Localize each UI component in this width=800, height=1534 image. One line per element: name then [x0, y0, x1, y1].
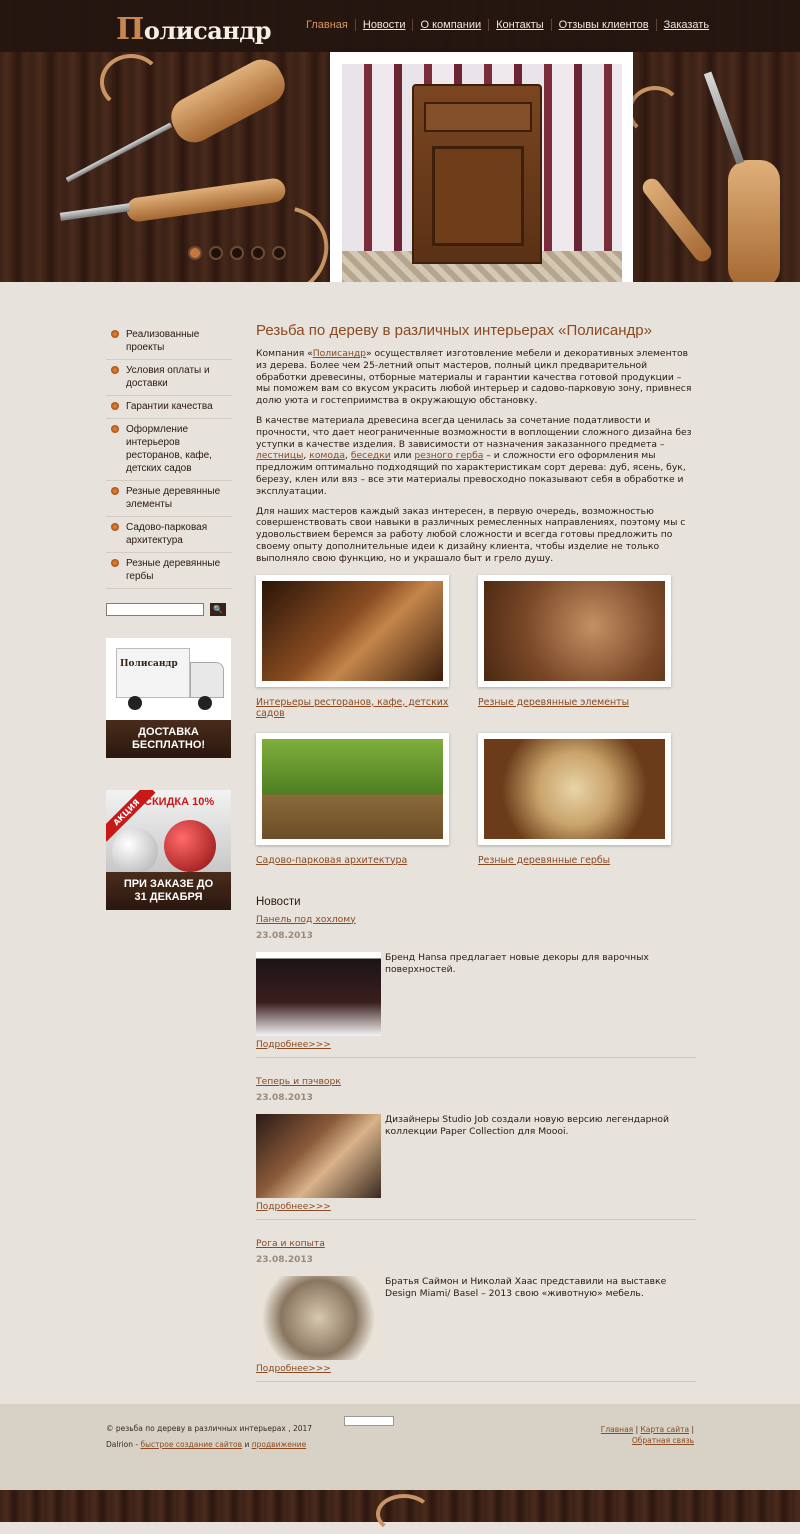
news-date: 23.08.2013	[256, 1092, 313, 1103]
discount-caption	[106, 872, 231, 910]
news-more-link[interactable]: Подробнее>>>	[256, 1363, 331, 1374]
footer-links	[564, 1424, 694, 1446]
search-button[interactable]: 🔍	[210, 603, 226, 616]
slideshow-image[interactable]	[342, 64, 622, 282]
intro-paragraph-1	[256, 348, 696, 407]
nav-home[interactable]: Главная	[306, 19, 348, 31]
slide-dot-3[interactable]	[230, 246, 244, 260]
text-span: или	[390, 450, 415, 462]
text-span: и	[242, 1440, 252, 1449]
gallery-link-coats[interactable]: Резные деревянные гербы	[478, 854, 611, 866]
sidebar-item-interiors[interactable]	[106, 419, 232, 481]
discount-caption-line2: 31 ДЕКАБРЯ	[134, 891, 203, 903]
carved-chair-picture	[262, 581, 443, 681]
dev-link-promo[interactable]: продвижение	[251, 1440, 307, 1449]
news-text: Братья Саймон и Николай Хаас представили на выставке Design Miami/ Basel – 2013 свою «животную» мебель.	[385, 1275, 667, 1299]
content-area	[0, 282, 800, 1404]
carved-cabinet-picture	[412, 84, 542, 264]
sidebar-item-label: Садово-парковая архитектура	[126, 522, 208, 546]
gouge-handle-decoration	[728, 160, 780, 282]
nav-news[interactable]: Новости	[355, 19, 413, 31]
stairs-link[interactable]: лестницы	[256, 450, 304, 462]
logo-initial: П	[116, 12, 144, 47]
news-title-link[interactable]: Теперь и пэчворк	[256, 1075, 341, 1087]
text-span: – и сложности его оформления мы предложим оптимально подходящий по характеристикам сорт дерева: дуб, ясень, бук, березу, клен или вяз – все эти материалы превосходно показывают себя в обработке и эксплуатации.	[256, 450, 686, 497]
wood-shaving-decoration	[628, 86, 682, 136]
delivery-banner[interactable]	[106, 638, 231, 758]
text-span: » осуществляет изготовление мебели и декоративных элементов из дерева. Более чем 25-летний опыт мастеров, полный цикл предварительной обработки древесины, отборные материалы и гарантии качества готовой продукции – мы поможем вам со вкусом украсить любой интерьер и садово-парковую зону, привнеся долю уюта и гостеприимства в окружающую обстановку.	[256, 348, 692, 407]
separator: |	[689, 1425, 694, 1434]
gallery-item-elements	[478, 575, 696, 719]
visit-counter[interactable]	[344, 1416, 394, 1426]
company-link[interactable]: Полисандр	[312, 348, 367, 359]
news-row	[256, 1114, 696, 1198]
slideshow-frame	[330, 52, 633, 282]
sidebar-item-payment[interactable]	[106, 360, 232, 396]
news-row	[256, 952, 696, 1036]
text-span: Dalrion -	[106, 1440, 141, 1449]
news-section	[256, 896, 696, 1382]
delivery-truck-picture	[106, 638, 231, 720]
gallery-frame[interactable]	[478, 733, 671, 845]
news-row	[256, 1276, 696, 1360]
sidebar-item-label: Резные деревянные гербы	[126, 558, 221, 582]
patchwork-room-thumbnail[interactable]	[256, 1114, 381, 1198]
intro-paragraph-3: Для наших мастеров каждый заказ интересен, в первую очередь, возможностью совершенствовать свои навыки в различных ремесленных направлениях, поэтому мы с удовольствием беремся за работу любой сложности и всегда готовы предложить по своему опыту дополнительные идеи к дизайну клиента, чтобы изделие не только выполняло свою функцию, но и украшало быт и грело душу.	[256, 505, 686, 564]
footer	[0, 1404, 800, 1490]
news-heading: Новости	[256, 895, 301, 908]
news-item	[256, 914, 696, 1058]
gouge-blade-decoration	[704, 72, 744, 165]
nav-reviews[interactable]: Отзывы клиентов	[551, 19, 656, 31]
ornament-white	[112, 828, 158, 872]
discount-caption-line1: ПРИ ЗАКАЗЕ ДО	[123, 878, 214, 890]
nav-contacts[interactable]: Контакты	[488, 19, 551, 31]
carved-ribbon-picture	[484, 581, 665, 681]
gallery-item-coats	[478, 733, 696, 866]
small-chisel-decoration	[639, 175, 715, 265]
category-gallery	[256, 575, 696, 866]
truck-body: Полисандр	[116, 648, 190, 698]
sidebar-item-coats[interactable]	[106, 553, 232, 589]
footer-link-home[interactable]: Главная	[600, 1425, 634, 1434]
search-form	[106, 603, 232, 616]
search-input[interactable]	[106, 603, 204, 616]
slideshow-pager	[188, 246, 286, 260]
news-title-link[interactable]: Рога и копыта	[256, 1237, 325, 1249]
text-span: ,	[303, 450, 310, 462]
truck-wheel	[128, 696, 142, 710]
news-text: Бренд Hansa предлагает новые декоры для варочных поверхностей.	[385, 951, 649, 975]
dev-link-sites[interactable]: быстрое создание сайтов	[140, 1440, 243, 1449]
promo-badge: АКЦИЯ	[106, 790, 156, 841]
gallery-frame[interactable]	[256, 575, 449, 687]
bullet-icon	[111, 523, 119, 531]
news-title-link[interactable]: Панель под хохлому	[256, 913, 356, 925]
news-item	[256, 1238, 696, 1382]
delivery-caption	[106, 720, 231, 758]
garden-swing-picture	[262, 739, 443, 839]
slide-dot-5[interactable]	[272, 246, 286, 260]
christmas-balls-picture	[106, 790, 231, 872]
bullet-icon	[111, 402, 119, 410]
copyright-text: © резьба по дереву в различных интерьерах , 2017	[106, 1424, 313, 1433]
discount-banner[interactable]	[106, 790, 231, 910]
sidebar-item-elements[interactable]	[106, 481, 232, 517]
gallery-item-garden	[256, 733, 478, 866]
chisel-blade-decoration	[66, 123, 173, 183]
sidebar-item-garden[interactable]	[106, 517, 232, 553]
footer-link-feedback[interactable]: Обратная связь	[631, 1436, 694, 1445]
wood-shaving-decoration	[100, 54, 162, 110]
gallery-link-interiors[interactable]: Интерьеры ресторанов, кафе, детских садов	[256, 696, 449, 719]
bullet-icon	[111, 366, 119, 374]
delivery-caption-line1: ДОСТАВКА	[138, 726, 199, 738]
sidebar-item-projects[interactable]	[106, 324, 232, 360]
sidebar-item-label: Резные деревянные элементы	[126, 486, 221, 510]
gallery-frame[interactable]	[256, 733, 449, 845]
footer-link-sitemap[interactable]: Карта сайта	[640, 1425, 690, 1434]
text-span: ,	[344, 450, 351, 462]
sidebar-item-quality[interactable]	[106, 396, 232, 419]
bullet-icon	[111, 559, 119, 567]
news-more-link[interactable]: Подробнее>>>	[256, 1201, 331, 1212]
khokhloma-panel-thumbnail[interactable]	[256, 952, 381, 1036]
news-date: 23.08.2013	[256, 1254, 313, 1265]
cabinet-door	[432, 146, 524, 246]
knife-blade-decoration	[60, 203, 130, 221]
gallery-item-interiors	[256, 575, 478, 719]
news-date: 23.08.2013	[256, 930, 313, 941]
news-text: Дизайнеры Studio Job создали новую версию легендарной коллекции Paper Collection для Moooi.	[385, 1113, 670, 1137]
nav-about[interactable]: О компании	[412, 19, 488, 31]
ornament-red	[164, 820, 216, 872]
news-item	[256, 1076, 696, 1220]
chisel-handle-decoration	[164, 53, 292, 150]
site-logo[interactable]	[116, 12, 271, 47]
header-banner	[0, 0, 800, 282]
news-more-link[interactable]: Подробнее>>>	[256, 1039, 331, 1050]
separator: |	[633, 1425, 641, 1434]
gallery-link-garden[interactable]: Садово-парковая архитектура	[256, 854, 408, 866]
sidebar-item-label: Гарантии качества	[126, 401, 213, 412]
logo-text: олисандр	[143, 16, 272, 45]
main-column	[256, 322, 696, 1400]
slide-dot-1[interactable]	[188, 246, 202, 260]
delivery-caption-line2: БЕСПЛАТНО!	[131, 739, 206, 751]
sidebar-item-label: Реализованные проекты	[126, 329, 200, 353]
wood-shaving-decoration	[376, 1494, 432, 1534]
developer-credit	[106, 1440, 306, 1449]
intro-paragraph-2	[256, 415, 696, 498]
main-nav	[306, 19, 716, 31]
bullet-icon	[111, 330, 119, 338]
discount-headline: СКИДКА 10%	[144, 796, 215, 808]
bullet-icon	[111, 487, 119, 495]
truck-wheel	[198, 696, 212, 710]
truck-cab	[190, 662, 224, 698]
gallery-frame[interactable]	[478, 575, 671, 687]
nav-order[interactable]: Заказать	[656, 19, 717, 31]
bullet-icon	[111, 425, 119, 433]
sidebar-item-label: Оформление интерьеров ресторанов, кафе, детских садов	[126, 424, 212, 474]
text-span: В качестве материала древесина всегда ценилась за сочетание податливости и прочности, что дает неограниченные возможности в воплощении сложного дизайна без уступки в качестве изделия. В зависимости от назначения заказанного предмета –	[256, 414, 692, 450]
dresser-link[interactable]: комода	[309, 450, 345, 462]
bottom-wood-strip	[0, 1490, 800, 1522]
coat-of-arms-picture	[484, 739, 665, 839]
animal-furniture-thumbnail[interactable]	[256, 1276, 381, 1360]
text-span: Компания «	[256, 348, 313, 359]
gallery-link-elements[interactable]: Резные деревянные элементы	[478, 696, 629, 708]
coat-of-arms-link[interactable]: резного герба	[414, 450, 484, 462]
slide-dot-4[interactable]	[251, 246, 265, 260]
slide-dot-2[interactable]	[209, 246, 223, 260]
gazebo-link[interactable]: беседки	[350, 450, 391, 462]
sidebar	[106, 324, 232, 910]
page-title: Резьба по дереву в различных интерьерах «Полисандр»	[256, 322, 652, 339]
sidebar-item-label: Условия оплаты и доставки	[126, 365, 210, 389]
cabinet-drawer	[424, 102, 532, 132]
